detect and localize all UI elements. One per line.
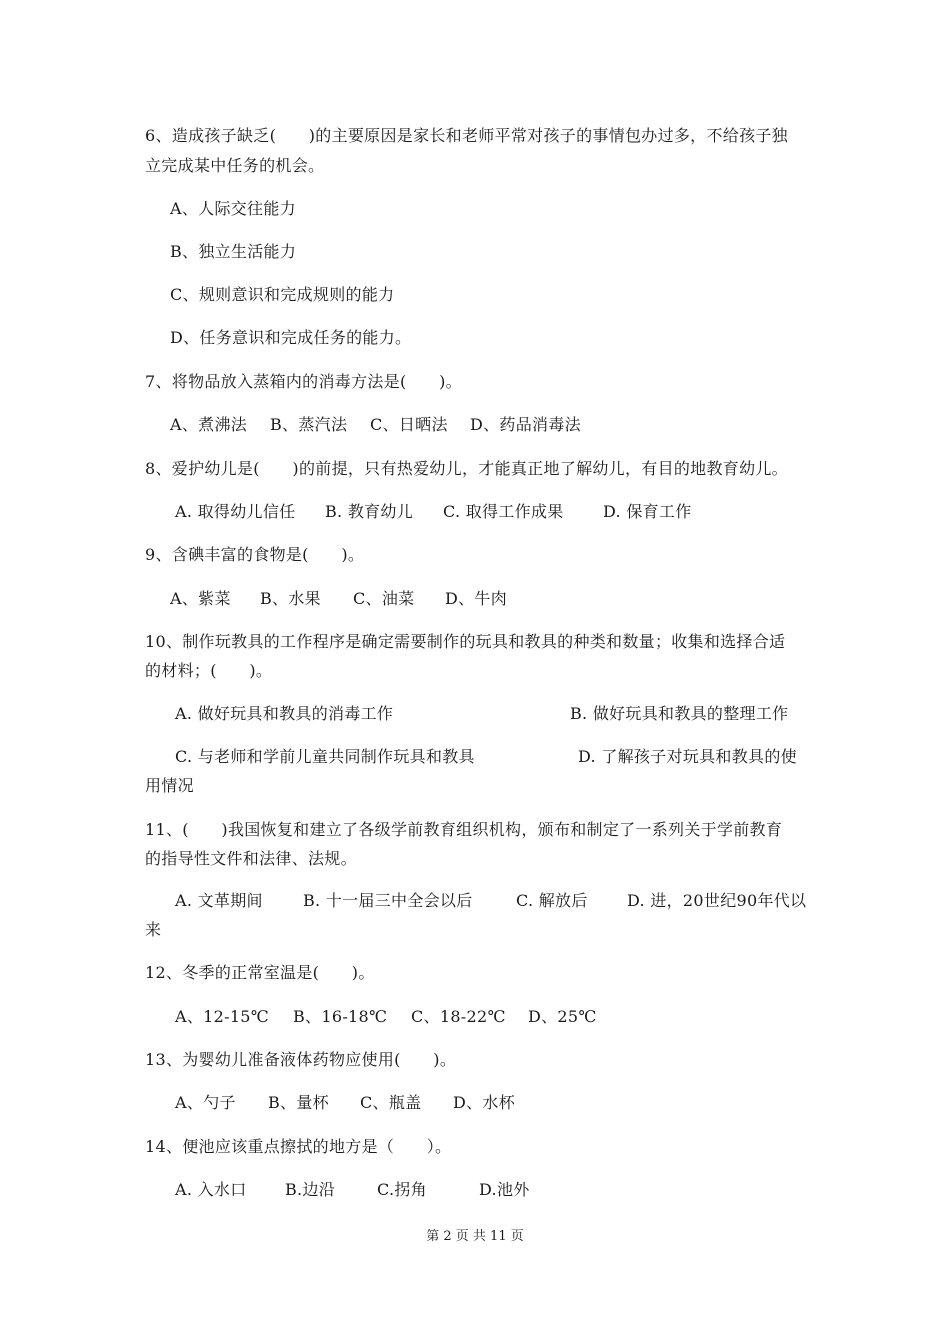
question-7-option-c: C、日晒法 bbox=[370, 415, 448, 434]
question-9-option-b: B、水果 bbox=[260, 589, 321, 608]
question-11-option-d-line-1: D. 进，20世纪90年代以 bbox=[627, 891, 807, 910]
question-10-stem-line-2: 的材料；( )。 bbox=[145, 661, 273, 680]
question-14-options bbox=[175, 1180, 530, 1200]
question-12-stem: 12、冬季的正常室温是( )。 bbox=[145, 963, 375, 982]
question-6-option-d: D、任务意识和完成任务的能力。 bbox=[170, 328, 412, 347]
question-11-option-b: B. 十一届三中全会以后 bbox=[303, 891, 473, 910]
question-7-stem: 7、将物品放入蒸箱内的消毒方法是( )。 bbox=[145, 372, 462, 391]
question-6-stem-line-2: 立完成某中任务的机会。 bbox=[145, 156, 325, 175]
question-12-option-b: B、16-18℃ bbox=[293, 1007, 388, 1026]
question-13-option-b: B、量杯 bbox=[268, 1093, 329, 1112]
question-12-option-c: C、18-22℃ bbox=[411, 1007, 506, 1026]
question-10-stem-line-1: 10、制作玩教具的工作程序是确定需要制作的玩具和教具的种类和数量；收集和选择合适 bbox=[145, 632, 786, 651]
question-11-option-a: A. 文革期间 bbox=[175, 891, 263, 910]
question-13-option-d: D、水杯 bbox=[453, 1093, 516, 1112]
question-10-option-a: A. 做好玩具和教具的消毒工作 bbox=[175, 704, 394, 723]
question-9-stem: 9、含碘丰富的食物是( )。 bbox=[145, 545, 365, 564]
question-6-option-a: A、人际交往能力 bbox=[170, 199, 296, 218]
question-7-option-a: A、煮沸法 bbox=[170, 415, 248, 434]
question-11-options bbox=[175, 891, 806, 911]
question-7-option-d: D、药品消毒法 bbox=[470, 415, 581, 434]
question-9-option-a: A、紫菜 bbox=[170, 589, 231, 608]
question-11-option-d-line-2: 来 bbox=[145, 920, 162, 939]
question-6-option-c: C、规则意识和完成规则的能力 bbox=[170, 285, 395, 304]
question-8-options bbox=[175, 502, 692, 522]
question-7-options bbox=[170, 415, 581, 435]
page-footer: 第 2 页 共 11 页 bbox=[426, 1229, 524, 1244]
question-9-option-d: D、牛肉 bbox=[445, 589, 508, 608]
question-13-stem: 13、为婴幼儿准备液体药物应使用( )。 bbox=[145, 1050, 457, 1069]
question-13-options bbox=[175, 1093, 515, 1113]
question-12-options bbox=[175, 1007, 597, 1027]
question-14-option-b: B.边沿 bbox=[285, 1180, 336, 1199]
question-6-option-b: B、独立生活能力 bbox=[170, 242, 297, 261]
question-7-option-b: B、蒸汽法 bbox=[270, 415, 348, 434]
question-10-option-c: C. 与老师和学前儿童共同制作玩具和教具 bbox=[175, 747, 475, 766]
question-8-option-d: D. 保育工作 bbox=[603, 502, 692, 521]
question-14-stem: 14、便池应该重点擦拭的地方是（ ）。 bbox=[145, 1137, 452, 1156]
question-14-option-a: A. 入水口 bbox=[175, 1180, 247, 1199]
question-14-option-d: D.池外 bbox=[479, 1180, 530, 1199]
question-11-option-c: C. 解放后 bbox=[516, 891, 588, 910]
question-8-stem: 8、爱护幼儿是( )的前提，只有热爱幼儿，才能真正地了解幼儿，有目的地教育幼儿。 bbox=[145, 459, 788, 478]
question-13-option-c: C、瓶盖 bbox=[360, 1093, 422, 1112]
question-8-option-c: C. 取得工作成果 bbox=[443, 502, 564, 521]
question-14-option-c: C.拐角 bbox=[377, 1180, 427, 1199]
question-8-option-a: A. 取得幼儿信任 bbox=[175, 502, 296, 521]
question-11-stem-line-1: 11、( )我国恢复和建立了各级学前教育组织机构，颁布和制定了一系列关于学前教育 bbox=[145, 820, 783, 839]
question-13-option-a: A、勺子 bbox=[175, 1093, 236, 1112]
question-10-option-b: B. 做好玩具和教具的整理工作 bbox=[570, 704, 789, 723]
question-12-option-a: A、12-15℃ bbox=[175, 1007, 269, 1026]
question-8-option-b: B. 教育幼儿 bbox=[325, 502, 414, 521]
question-12-option-d: D、25℃ bbox=[528, 1007, 597, 1026]
question-6-stem-line-1: 6、造成孩子缺乏( )的主要原因是家长和老师平常对孩子的事情包办过多，不给孩子独 bbox=[145, 126, 788, 145]
question-11-stem-line-2: 的指导性文件和法律、法规。 bbox=[145, 849, 357, 868]
question-9-option-c: C、油菜 bbox=[353, 589, 415, 608]
question-10-option-d-line-2: 用情况 bbox=[145, 776, 194, 795]
question-10-option-d-line-1: D. 了解孩子对玩具和教具的使 bbox=[578, 747, 797, 766]
question-9-options bbox=[170, 589, 507, 609]
